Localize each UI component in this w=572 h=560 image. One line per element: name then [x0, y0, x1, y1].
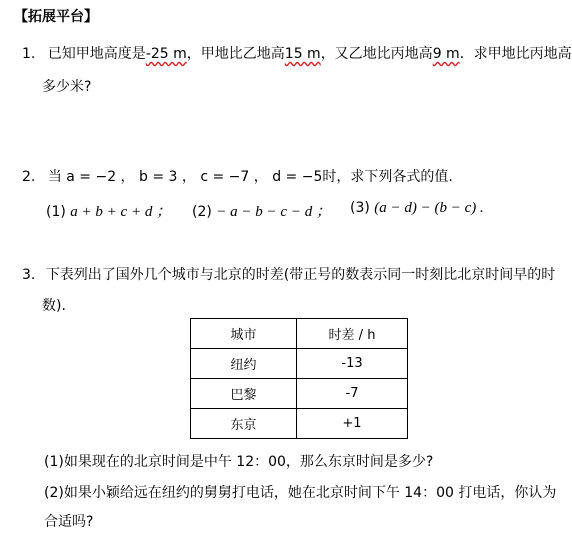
- expr-2-label: (2): [192, 204, 212, 220]
- question-3-sub-1: (1)如果现在的北京时间是中午 12：00，那么东京时间是多少?: [44, 454, 434, 470]
- table-row: [191, 409, 408, 439]
- question-2-expr-1: [46, 200, 171, 221]
- table-cell-city: 纽约: [191, 349, 297, 379]
- table-cell-diff: -13: [297, 349, 408, 379]
- height-diff-yi-bing: 9 m: [432, 46, 460, 62]
- expr-3: (a − d) − (b − c) .: [374, 200, 484, 216]
- question-1-line-2: 多少米?: [42, 79, 92, 95]
- table-row: [191, 349, 408, 379]
- table-header-row: [191, 319, 408, 349]
- height-jia: -25 m: [145, 46, 187, 62]
- question-1-text-a: 已知甲地高度是: [47, 46, 146, 62]
- question-3-line-1: 下表列出了国外几个城市与北京的时差(带正号的数表示同一时刻比北京时间早的时: [45, 267, 556, 283]
- question-2-expr-2: [192, 200, 331, 221]
- expr-2: − a − b − c − d ；: [216, 204, 331, 220]
- question-2-number: 2.: [22, 169, 36, 185]
- table-cell-diff: +1: [297, 409, 408, 439]
- table-cell-city: 巴黎: [191, 379, 297, 409]
- table-cell-diff: -7: [297, 379, 408, 409]
- question-3-sub-2: (2)如果小颖给远在纽约的舅舅打电话，她在北京时间下午 14：00 打电话，你认为: [44, 485, 557, 501]
- table-row: [191, 379, 408, 409]
- question-1-text-c: ，又乙地比丙地高: [320, 46, 433, 62]
- expr-1-label: (1): [46, 204, 66, 220]
- question-1: [22, 43, 572, 63]
- question-3-sub-2-line-2: 合适吗?: [44, 514, 94, 530]
- section-title: 【拓展平台】: [14, 9, 98, 25]
- table-header-city: 城市: [191, 319, 297, 349]
- expr-3-label: (3): [350, 200, 370, 216]
- question-1-text-d: ．求甲地比丙地高: [459, 46, 572, 62]
- question-1-number: 1.: [22, 46, 36, 62]
- question-3-line-2: 数).: [42, 298, 66, 314]
- table-header-diff: 时差 / h: [297, 319, 408, 349]
- question-3: [22, 264, 555, 284]
- height-diff-jia-yi: 15 m: [284, 46, 321, 62]
- question-2: [22, 166, 453, 186]
- question-2-expr-3: [350, 200, 484, 217]
- question-1-text-b: ，甲地比乙地高: [186, 46, 285, 62]
- table-cell-city: 东京: [191, 409, 297, 439]
- time-difference-table: [190, 318, 408, 439]
- expr-1: a + b + c + d ；: [70, 204, 172, 220]
- question-2-intro: 当 a = −2 ， b = 3 ， c = −7 ， d = −5时，求下列各式的值.: [47, 169, 453, 185]
- question-3-number: 3.: [22, 267, 36, 283]
